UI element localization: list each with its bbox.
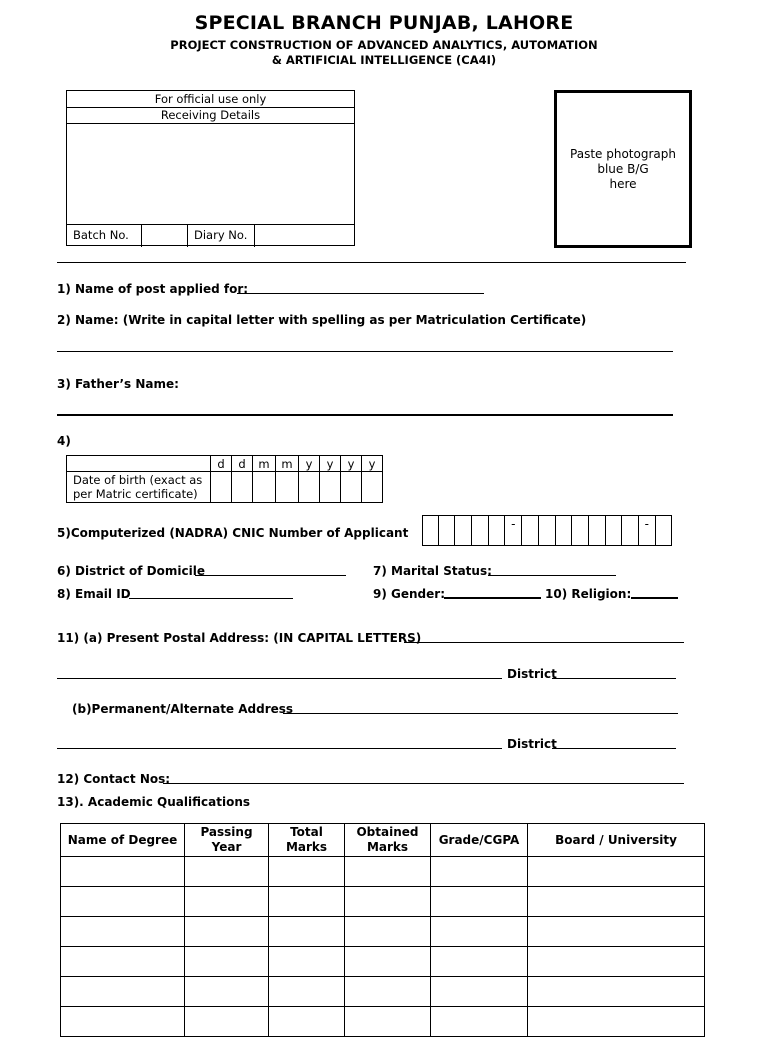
dob-format-cell: m <box>253 456 276 472</box>
batch-no-label: Batch No. <box>67 225 142 247</box>
cnic-boxes <box>422 515 672 546</box>
table-cell[interactable] <box>345 977 431 1007</box>
table-cell[interactable] <box>269 947 345 977</box>
table-row <box>61 917 705 947</box>
name-field[interactable] <box>57 351 673 352</box>
academic-header-cell: Board / University <box>528 824 705 857</box>
cnic-digit-box[interactable] <box>439 515 456 546</box>
dob-digit-field[interactable] <box>299 472 320 503</box>
table-cell[interactable] <box>185 977 269 1007</box>
cnic-digit-box[interactable] <box>489 515 506 546</box>
cnic-separator: - <box>639 515 656 546</box>
religion-field[interactable] <box>631 597 678 599</box>
dob-number-label: 4) <box>57 434 71 448</box>
table-cell[interactable] <box>61 857 185 887</box>
dob-digit-field[interactable] <box>362 472 383 503</box>
cnic-digit-box[interactable] <box>556 515 573 546</box>
contact-label: 12) Contact Nos: <box>57 772 171 786</box>
gender-field[interactable] <box>444 597 541 599</box>
post-applied-label: 1) Name of post applied for: <box>57 282 249 296</box>
cnic-digit-box[interactable] <box>622 515 639 546</box>
father-name-label: 3) Father’s Name: <box>57 377 179 391</box>
dob-label <box>67 472 211 503</box>
present-address-label: 11) (a) Present Postal Address: (IN CAPITAL LETTERS) <box>57 631 422 645</box>
table-cell[interactable] <box>345 1007 431 1037</box>
permanent-address-field-2[interactable] <box>57 748 502 749</box>
dob-format-cell: d <box>232 456 253 472</box>
dob-table <box>66 455 383 503</box>
dob-digit-field[interactable] <box>276 472 299 503</box>
table-cell[interactable] <box>431 977 528 1007</box>
gender-label: 9) Gender: <box>373 587 445 601</box>
academic-header-cell: Passing Year <box>185 824 269 857</box>
cnic-digit-box[interactable] <box>522 515 539 546</box>
table-row <box>61 977 705 1007</box>
cnic-label: 5)Computerized (NADRA) CNIC Number of Applicant <box>57 526 409 540</box>
dob-format-cell: y <box>299 456 320 472</box>
table-row <box>61 947 705 977</box>
table-cell[interactable] <box>269 977 345 1007</box>
photograph-box[interactable] <box>554 90 692 248</box>
permanent-address-label: (b)Permanent/Alternate Address <box>72 702 294 716</box>
table-cell[interactable] <box>345 857 431 887</box>
table-cell[interactable] <box>528 857 705 887</box>
dob-digit-field[interactable] <box>211 472 232 503</box>
table-cell[interactable] <box>345 887 431 917</box>
cnic-digit-box[interactable] <box>455 515 472 546</box>
email-label: 8) Email ID <box>57 587 131 601</box>
table-cell[interactable] <box>185 887 269 917</box>
diary-no-field[interactable] <box>255 225 354 247</box>
marital-status-label: 7) Marital Status: <box>373 564 492 578</box>
table-cell[interactable] <box>431 887 528 917</box>
dob-format-cell: y <box>362 456 383 472</box>
domicile-label: 6) District of Domicile <box>57 564 205 578</box>
academic-table <box>60 823 705 1037</box>
permanent-address-field-1[interactable] <box>283 713 678 714</box>
cnic-digit-box[interactable] <box>606 515 623 546</box>
batch-diary-row <box>67 224 354 247</box>
domicile-field[interactable] <box>195 575 346 576</box>
section-divider <box>57 262 686 263</box>
present-address-field-2[interactable] <box>57 678 502 679</box>
table-cell[interactable] <box>345 947 431 977</box>
name-label: 2) Name: (Write in capital letter with spelling as per Matriculation Certificate) <box>57 313 587 327</box>
present-address-field-1[interactable] <box>404 642 684 643</box>
table-cell[interactable] <box>185 947 269 977</box>
cnic-digit-box[interactable] <box>656 515 673 546</box>
form-subtitle-line2: & ARTIFICIAL INTELLIGENCE (CA4I) <box>271 53 497 67</box>
table-cell[interactable] <box>269 887 345 917</box>
photo-text-line1: Paste photograph <box>570 146 676 161</box>
table-cell[interactable] <box>528 887 705 917</box>
table-cell[interactable] <box>61 917 185 947</box>
table-cell[interactable] <box>528 917 705 947</box>
batch-no-field[interactable] <box>142 225 188 247</box>
cnic-separator: - <box>505 515 522 546</box>
table-cell[interactable] <box>185 917 269 947</box>
photo-text-line3: here <box>609 176 637 191</box>
dob-label-line2: per Matric certificate) <box>73 487 198 501</box>
form-subtitle-line1: PROJECT CONSTRUCTION OF ADVANCED ANALYTICS, AUTOMATION <box>170 38 598 52</box>
table-cell[interactable] <box>269 1007 345 1037</box>
form-title: SPECIAL BRANCH PUNJAB, LAHORE <box>194 12 574 34</box>
dob-header-spacer <box>67 456 211 472</box>
dob-format-cell: d <box>211 456 232 472</box>
cnic-digit-box[interactable] <box>572 515 589 546</box>
photo-text-line2: blue B/G <box>597 161 649 176</box>
table-cell[interactable] <box>431 947 528 977</box>
marital-status-field[interactable] <box>488 575 616 576</box>
official-use-heading: For official use only <box>67 91 354 108</box>
table-cell[interactable] <box>269 917 345 947</box>
dob-format-cell: m <box>276 456 299 472</box>
religion-label: 10) Religion: <box>545 587 632 601</box>
table-cell[interactable] <box>185 857 269 887</box>
dob-label-line1: Date of birth (exact as <box>73 473 203 487</box>
post-applied-field[interactable] <box>237 293 484 294</box>
dob-digit-field[interactable] <box>341 472 362 503</box>
official-use-box <box>66 90 355 246</box>
academic-header-cell: Obtained Marks <box>345 824 431 857</box>
academic-header-cell: Total Marks <box>269 824 345 857</box>
cnic-digit-box[interactable] <box>539 515 556 546</box>
table-cell[interactable] <box>528 977 705 1007</box>
academic-label: 13). Academic Qualifications <box>57 795 251 809</box>
cnic-digit-box[interactable] <box>422 515 439 546</box>
present-district-field[interactable] <box>552 678 676 679</box>
dob-digit-field[interactable] <box>232 472 253 503</box>
present-district-label: District <box>507 667 557 681</box>
table-cell[interactable] <box>345 917 431 947</box>
table-cell[interactable] <box>61 977 185 1007</box>
email-field[interactable] <box>129 598 293 599</box>
cnic-digit-box[interactable] <box>589 515 606 546</box>
table-cell[interactable] <box>61 887 185 917</box>
table-row <box>61 887 705 917</box>
table-cell[interactable] <box>431 917 528 947</box>
dob-format-cell: y <box>320 456 341 472</box>
table-cell[interactable] <box>431 857 528 887</box>
diary-no-label: Diary No. <box>188 225 255 247</box>
cnic-digit-box[interactable] <box>472 515 489 546</box>
dob-digit-field[interactable] <box>253 472 276 503</box>
dob-digit-field[interactable] <box>320 472 341 503</box>
academic-header-cell: Name of Degree <box>61 824 185 857</box>
father-name-field[interactable] <box>57 414 673 416</box>
contact-field[interactable] <box>163 783 684 784</box>
receiving-details-heading: Receiving Details <box>67 108 354 124</box>
table-row <box>61 1007 705 1037</box>
table-cell[interactable] <box>269 857 345 887</box>
table-cell[interactable] <box>431 1007 528 1037</box>
table-cell[interactable] <box>528 947 705 977</box>
table-cell[interactable] <box>61 947 185 977</box>
permanent-district-field[interactable] <box>552 748 676 749</box>
permanent-district-label: District <box>507 737 557 751</box>
table-cell[interactable] <box>61 1007 185 1037</box>
table-cell[interactable] <box>185 1007 269 1037</box>
table-row <box>61 857 705 887</box>
academic-header-cell: Grade/CGPA <box>431 824 528 857</box>
dob-format-cell: y <box>341 456 362 472</box>
table-cell[interactable] <box>528 1007 705 1037</box>
